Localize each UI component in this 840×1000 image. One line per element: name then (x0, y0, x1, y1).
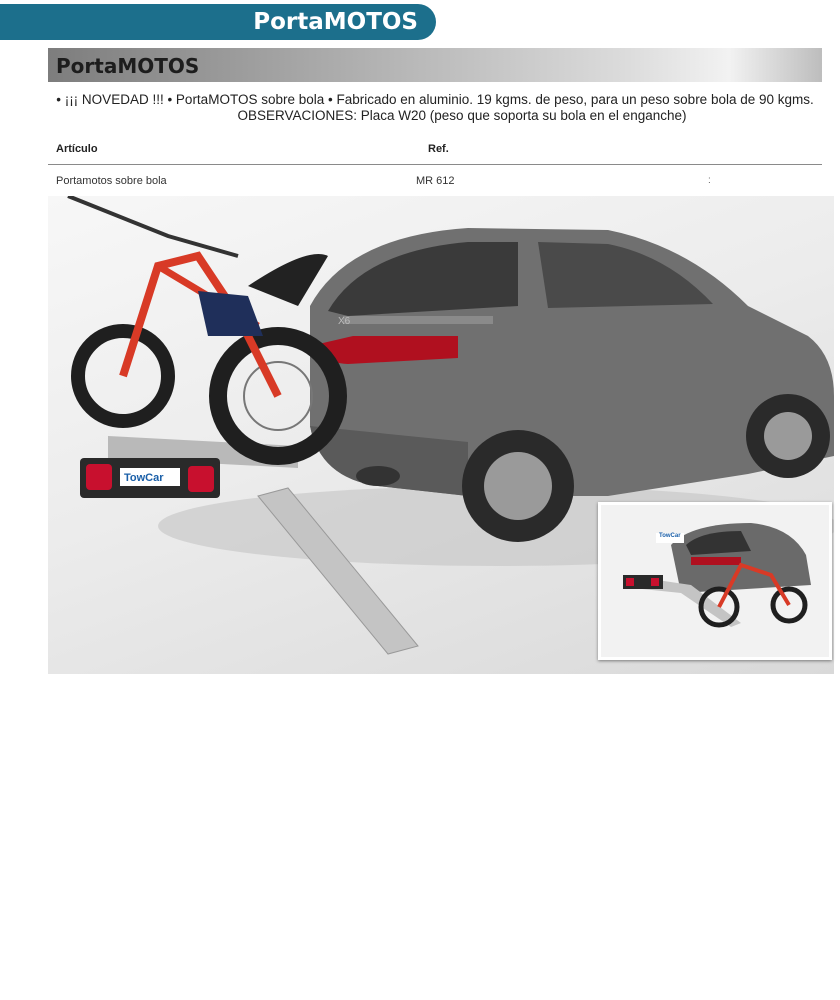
column-header-article: Artículo (56, 143, 98, 155)
table-row (48, 164, 822, 197)
cell-article: Portamotos sobre bola (56, 175, 167, 187)
page-banner (0, 4, 436, 40)
car-badge: X6 (338, 316, 351, 327)
description-line-1: • ¡¡¡ NOVEDAD !!! • PortaMOTOS sobre bola • Fabricado en aluminio. 19 kgms. de peso, para un peso sobre bola de 90 kgms. (56, 92, 814, 107)
motorbike-illustration (68, 196, 338, 456)
cell-mark: : (708, 175, 711, 186)
section-header (48, 48, 822, 82)
table-header (48, 134, 822, 165)
inset-brand-label: TowCar (659, 533, 681, 539)
carrier-brand-label: TowCar (124, 472, 164, 484)
cell-ref: MR 612 (416, 175, 455, 187)
inset-photo (598, 502, 832, 660)
description-line-2: OBSERVACIONES: Placa W20 (peso que soporta su bola en el enganche) (237, 108, 687, 123)
section-title: PortaMOTOS (56, 54, 200, 78)
column-header-ref: Ref. (428, 143, 449, 155)
banner-title: PortaMOTOS (253, 9, 418, 35)
